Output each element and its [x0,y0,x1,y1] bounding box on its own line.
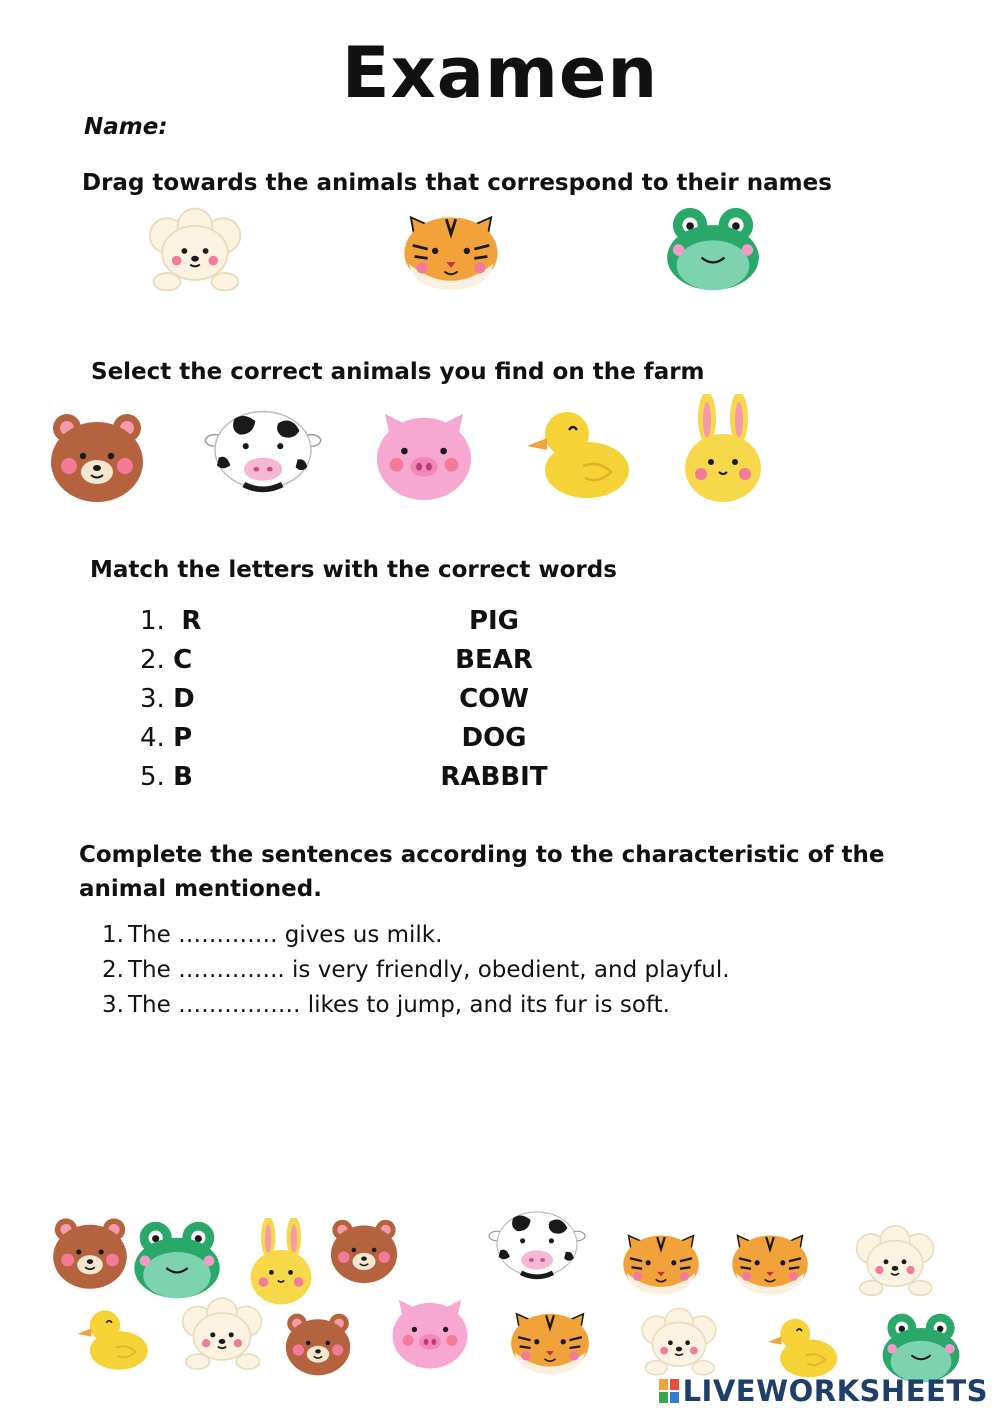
match-letter[interactable]: C [173,645,193,675]
match-word[interactable]: RABBIT [440,762,548,792]
tiger-decoration [618,1228,704,1296]
sentence-item[interactable] [102,992,670,1018]
poodle-decoration [636,1306,722,1378]
tiger-draggable[interactable] [398,208,504,292]
duck-option[interactable] [524,402,636,502]
tiger-decoration [504,1306,596,1376]
match-number: 4. [140,723,165,753]
bear-decoration [48,1212,132,1292]
match-number: 2. [140,645,165,675]
sentence-text: The ……………. likes to jump, and its fur is soft. [128,992,670,1018]
sentence-number: 1. [102,922,124,948]
section-complete-heading: Complete the sentences according to the characteristic of the animal mentioned. [79,842,885,902]
duck-decoration [76,1302,152,1374]
match-letter[interactable]: B [173,762,193,792]
bear-option[interactable] [44,406,150,506]
frog-decoration [132,1220,222,1300]
match-letter[interactable]: R [181,606,202,636]
sentence-item[interactable] [102,922,442,948]
poodle-draggable[interactable] [142,206,248,294]
match-row [0,723,1000,757]
sentence-number: 2. [102,957,124,983]
tiger-decoration [728,1228,812,1296]
cow-decoration [480,1204,594,1284]
section-match-heading: Match the letters with the correct words [90,557,617,583]
liveworksheets-logo-icon [658,1378,680,1404]
match-letter[interactable]: P [173,723,193,753]
sentence-item[interactable] [102,957,730,983]
rabbit-decoration [248,1218,314,1306]
name-label: Name: [84,114,168,140]
match-row [0,606,1000,640]
pig-option[interactable] [372,404,476,502]
match-row [0,684,1000,718]
match-number: 5. [140,762,165,792]
bear-decoration [326,1214,402,1286]
poodle-decoration [850,1222,940,1300]
duck-decoration [766,1312,842,1380]
poodle-decoration [176,1296,268,1372]
page-title: Examen [341,32,659,114]
match-letter[interactable]: D [173,684,195,714]
bear-decoration [282,1308,354,1378]
match-number: 3. [140,684,165,714]
sentence-text: The ………….. is very friendly, obedient, and playful. [128,957,730,983]
sentence-number: 3. [102,992,124,1018]
match-word[interactable]: COW [459,684,529,714]
section-select-heading: Select the correct animals you find on the farm [91,359,705,385]
section-drag-heading: Drag towards the animals that correspond to their names [82,170,832,196]
frog-draggable[interactable] [664,206,762,292]
match-word[interactable]: DOG [461,723,527,753]
rabbit-option[interactable] [682,394,764,504]
match-row [0,762,1000,796]
pig-decoration [388,1292,472,1370]
sentence-text: The …………. gives us milk. [128,922,443,948]
brand-name: LIVEWORKSHEETS [682,1374,988,1408]
match-number: 1. [140,606,165,636]
match-word[interactable]: BEAR [455,645,533,675]
match-word[interactable]: PIG [468,606,520,636]
liveworksheets-brand[interactable] [658,1374,988,1408]
cow-option[interactable] [196,402,330,498]
match-row [0,645,1000,679]
